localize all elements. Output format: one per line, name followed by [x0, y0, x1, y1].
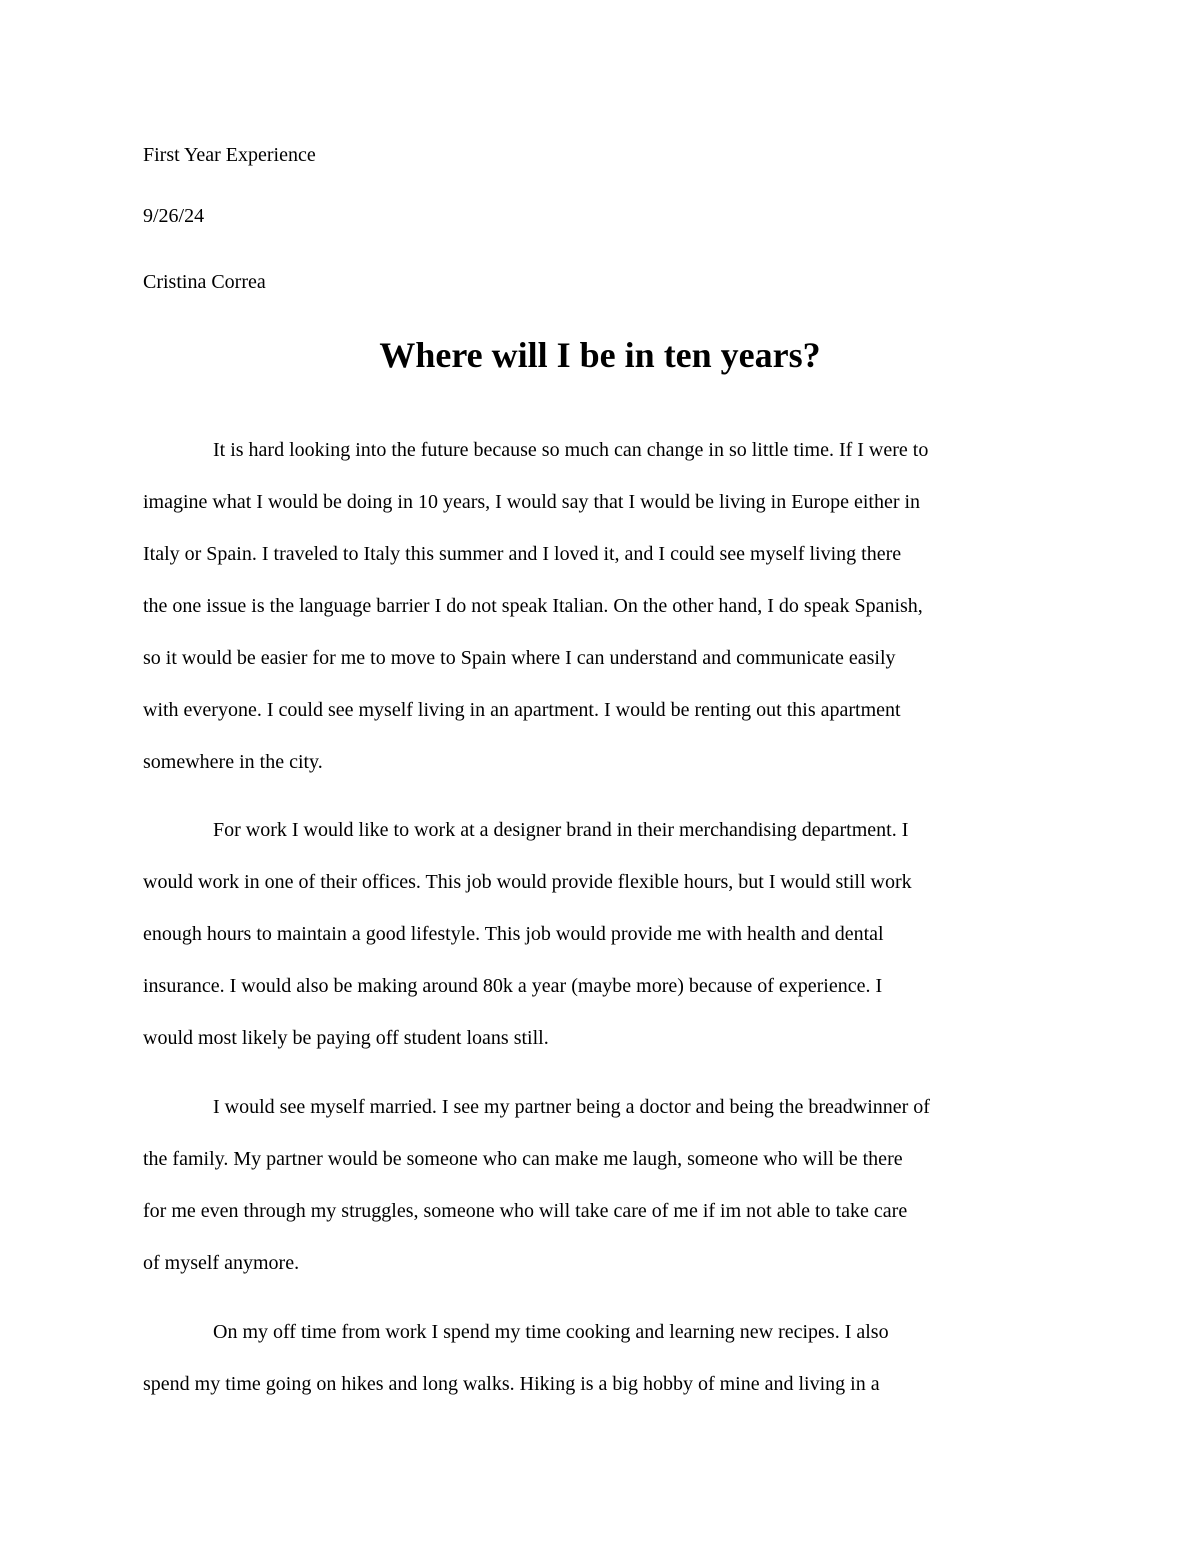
paragraph-line: the one issue is the language barrier I do not speak Italian. On the other hand, I do speak Spanish, — [143, 595, 923, 617]
paragraph-line: the family. My partner would be someone who can make me laugh, someone who will be there — [143, 1148, 903, 1170]
paragraph-line: so it would be easier for me to move to Spain where I can understand and communicate easily — [143, 647, 896, 669]
course-name: First Year Experience — [143, 144, 316, 166]
paragraph-line: insurance. I would also be making around 80k a year (maybe more) because of experience. I — [143, 975, 883, 997]
paragraph-line: enough hours to maintain a good lifestyle. This job would provide me with health and dental — [143, 923, 884, 945]
paragraph-line: It is hard looking into the future because so much can change in so little time. If I were to — [213, 439, 929, 461]
paragraph-line: On my off time from work I spend my time cooking and learning new recipes. I also — [213, 1321, 889, 1343]
paragraph-line: imagine what I would be doing in 10 years, I would say that I would be living in Europe either in — [143, 491, 921, 513]
paragraph-line: Italy or Spain. I traveled to Italy this summer and I loved it, and I could see myself living there — [143, 543, 902, 565]
paragraph-line: I would see myself married. I see my partner being a doctor and being the breadwinner of — [213, 1096, 930, 1118]
paragraph-line: would work in one of their offices. This job would provide flexible hours, but I would still work — [143, 871, 912, 893]
paragraph-line: spend my time going on hikes and long walks. Hiking is a big hobby of mine and living in a — [143, 1373, 880, 1395]
paragraph-line: would most likely be paying off student loans still. — [143, 1027, 549, 1049]
document-date: 9/26/24 — [143, 205, 205, 227]
paragraph-line: for me even through my struggles, someone who will take care of me if im not able to take care — [143, 1200, 908, 1222]
author-name: Cristina Correa — [143, 271, 266, 293]
paragraph-line: somewhere in the city. — [143, 751, 323, 773]
essay-title: Where will I be in ten years? — [379, 335, 821, 375]
paragraph-line: For work I would like to work at a designer brand in their merchandising department. I — [213, 819, 909, 841]
paragraph-line: with everyone. I could see myself living in an apartment. I would be renting out this apartment — [143, 699, 901, 721]
paragraph-line: of myself anymore. — [143, 1252, 300, 1274]
